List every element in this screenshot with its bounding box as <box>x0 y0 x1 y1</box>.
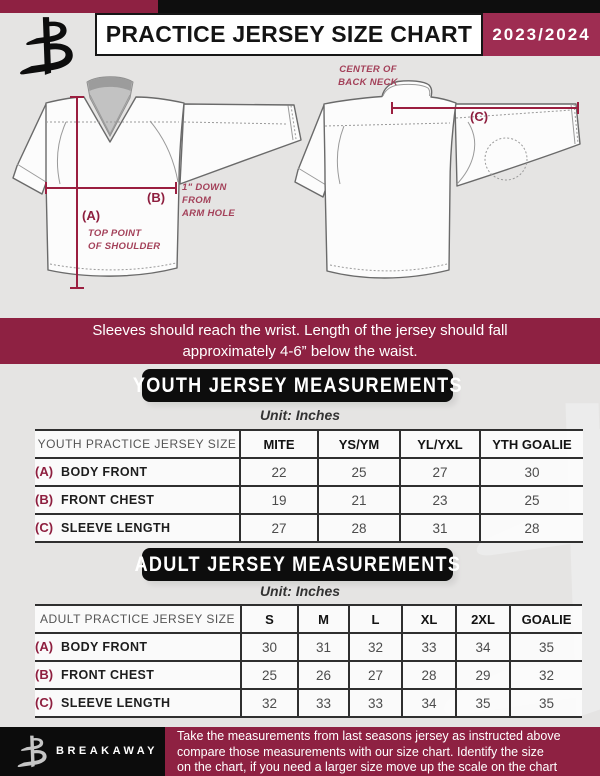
footer-bar <box>0 727 600 776</box>
brand-name: BREAKAWAY <box>56 745 158 757</box>
fit-note-banner <box>0 318 600 364</box>
breakaway-b-logo-icon <box>16 15 80 79</box>
column-header: M <box>298 605 349 633</box>
arm-hole-note: 1" DOWN FROM ARM HOLE <box>182 182 236 219</box>
row-label: SLEEVE LENGTH <box>61 521 171 535</box>
row-label: BODY FRONT <box>61 465 148 479</box>
cell-value: 35 <box>456 689 510 717</box>
cell-value: 26 <box>298 661 349 689</box>
cell-value: 27 <box>349 661 402 689</box>
adult-section-title: ADULT JERSEY MEASUREMENTS <box>134 552 461 576</box>
center-back-neck-note: CENTER OF BACK NECK <box>338 64 398 88</box>
column-header: S <box>241 605 298 633</box>
column-header: XL <box>402 605 456 633</box>
cell-value: 25 <box>480 486 583 514</box>
footer-note-line3: on the chart, if you need a larger size move up the scale on the chart <box>177 760 558 774</box>
cell-value: 27 <box>400 458 480 486</box>
table-row <box>35 633 582 661</box>
row-label: SLEEVE LENGTH <box>61 696 171 710</box>
season-badge: 2023/2024 <box>483 13 600 56</box>
cell-value: 31 <box>298 633 349 661</box>
back-jersey-illustration <box>295 81 580 278</box>
youth-section-title: YOUTH JERSEY MEASUREMENTS <box>132 373 463 397</box>
adult-size-table <box>35 604 582 718</box>
cell-value: 34 <box>456 633 510 661</box>
row-key: (B) <box>35 492 54 507</box>
table-row <box>35 661 582 689</box>
row-label: FRONT CHEST <box>61 668 155 682</box>
table-row <box>35 486 583 514</box>
cell-value: 32 <box>241 689 298 717</box>
fit-note-line2: approximately 4-6” below the waist. <box>182 343 418 360</box>
table-header-row <box>35 430 583 458</box>
jersey-diagram <box>0 60 600 315</box>
row-key: (A) <box>35 464 54 479</box>
cell-value: 32 <box>349 633 402 661</box>
cell-value: 28 <box>318 514 400 542</box>
footer-note-line1: Take the measurements from last seasons jersey as instructed above <box>177 729 561 743</box>
cell-value: 22 <box>240 458 318 486</box>
top-strip-maroon <box>0 0 158 13</box>
youth-size-header: YOUTH PRACTICE JERSEY SIZE <box>35 430 240 458</box>
youth-size-table <box>35 429 583 543</box>
cell-value: 23 <box>400 486 480 514</box>
breakaway-b-logo-icon <box>16 733 50 771</box>
table-header-row <box>35 605 582 633</box>
table-row <box>35 514 583 542</box>
row-key: (A) <box>35 639 54 654</box>
cell-value: 34 <box>402 689 456 717</box>
column-header: YS/YM <box>318 430 400 458</box>
youth-section-header <box>132 369 463 402</box>
cell-value: 31 <box>400 514 480 542</box>
cell-value: 19 <box>240 486 318 514</box>
cell-value: 29 <box>456 661 510 689</box>
cell-value: 25 <box>318 458 400 486</box>
youth-unit-label: Unit: Inches <box>259 407 341 423</box>
cell-value: 30 <box>241 633 298 661</box>
cell-value: 35 <box>510 633 582 661</box>
adult-section-header <box>134 548 461 581</box>
measure-c-key: (C) <box>470 109 489 124</box>
cell-value: 33 <box>298 689 349 717</box>
column-header: MITE <box>240 430 318 458</box>
cell-value: 32 <box>510 661 582 689</box>
page-title: PRACTICE JERSEY SIZE CHART <box>95 13 483 56</box>
table-row <box>35 458 583 486</box>
row-key: (B) <box>35 667 54 682</box>
measure-a-key: (A) <box>82 208 101 223</box>
cell-value: 33 <box>349 689 402 717</box>
cell-value: 21 <box>318 486 400 514</box>
adult-size-header: ADULT PRACTICE JERSEY SIZE <box>35 605 241 633</box>
row-key: (C) <box>35 520 54 535</box>
footer-note-line2: compare those measurements with our size chart. Identify the size <box>177 744 544 759</box>
measure-b-key: (B) <box>147 190 166 205</box>
column-header: GOALIE <box>510 605 582 633</box>
footer-instructions <box>165 727 600 776</box>
cell-value: 33 <box>402 633 456 661</box>
table-row <box>35 689 582 717</box>
cell-value: 28 <box>480 514 583 542</box>
cell-value: 28 <box>402 661 456 689</box>
row-label: FRONT CHEST <box>61 493 155 507</box>
cell-value: 27 <box>240 514 318 542</box>
column-header: YL/YXL <box>400 430 480 458</box>
column-header: YTH GOALIE <box>480 430 583 458</box>
adult-unit-label: Unit: Inches <box>259 583 341 599</box>
fit-note-line1: Sleeves should reach the wrist. Length of the jersey should fall <box>92 322 508 339</box>
cell-value: 30 <box>480 458 583 486</box>
row-label: BODY FRONT <box>61 640 148 654</box>
cell-value: 25 <box>241 661 298 689</box>
column-header: 2XL <box>456 605 510 633</box>
column-header: L <box>349 605 402 633</box>
top-point-shoulder-note: TOP POINT OF SHOULDER <box>88 228 161 252</box>
row-key: (C) <box>35 695 54 710</box>
cell-value: 35 <box>510 689 582 717</box>
